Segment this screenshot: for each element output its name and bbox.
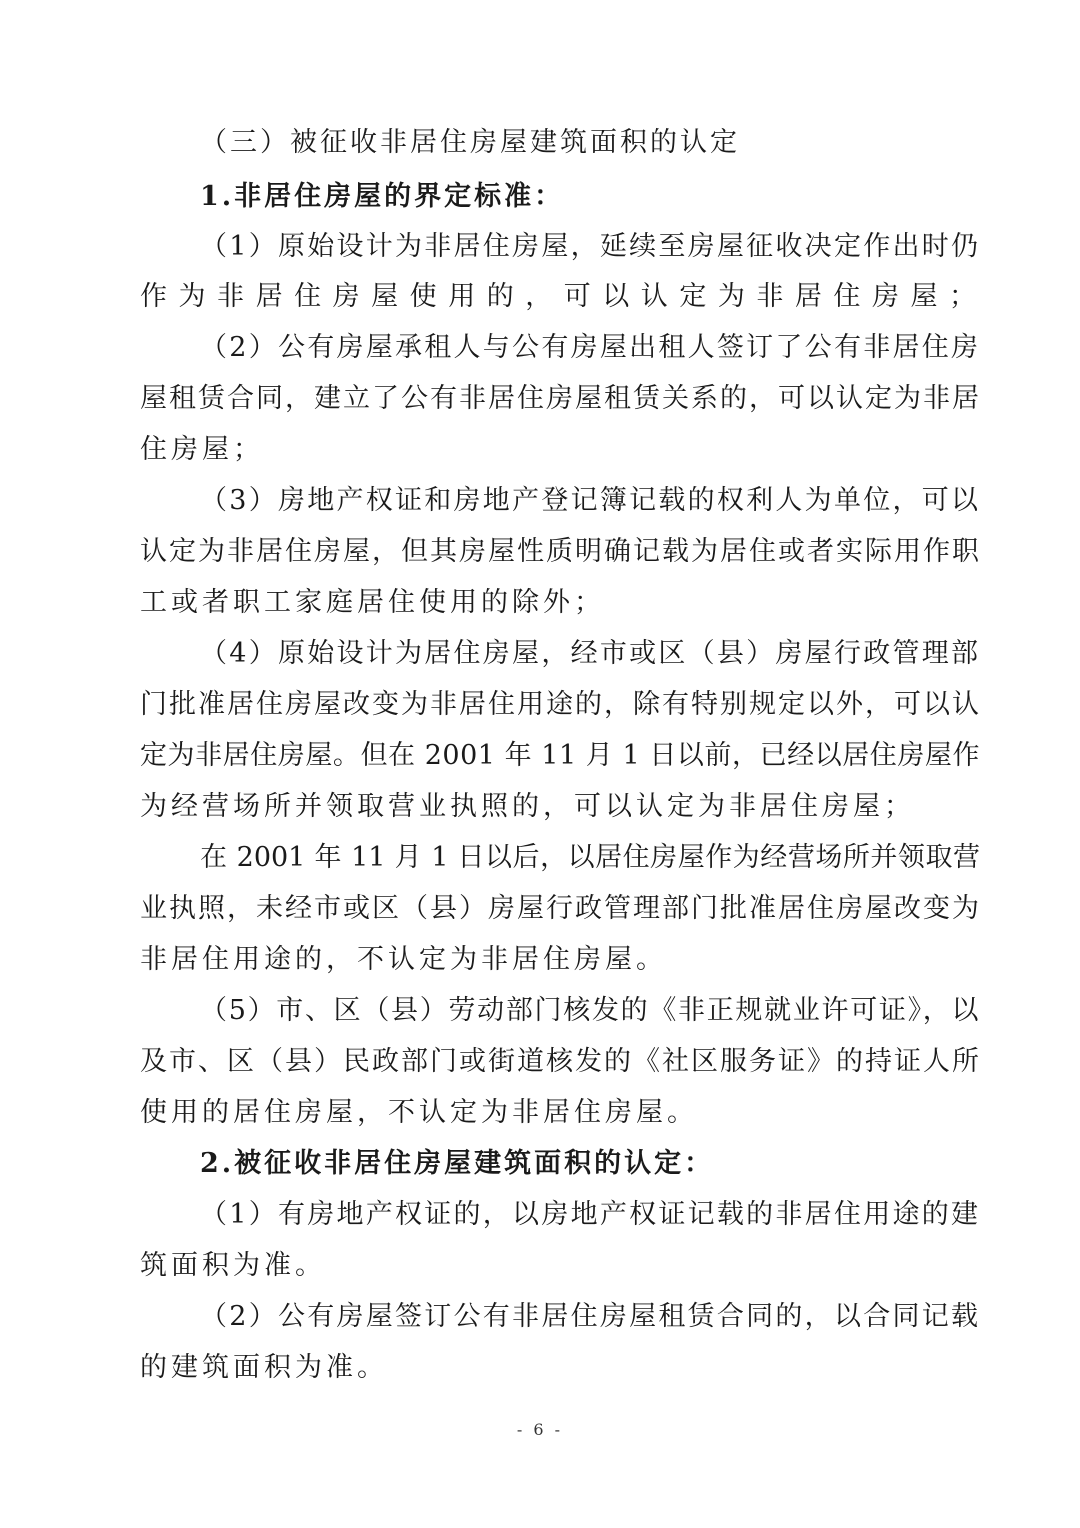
part1-title: 1.非居住房屋的界定标准： (200, 181, 565, 212)
paragraph-line: 使用的居住房屋，不认定为非居住房屋。 (140, 1097, 698, 1128)
page-number: - 6 - (516, 1420, 564, 1439)
paragraph-line: （2）公有房屋签订公有非居住房屋租赁合同的，以合同记载 (200, 1301, 980, 1332)
paragraph-line: 认定为非居住房屋，但其房屋性质明确记载为居住或者实际用作职 (140, 536, 981, 567)
paragraph-line: 门批准居住房屋改变为非居住用途的，除有特别规定以外，可以认 (140, 689, 981, 720)
part2-title: 2.被征收非居住房屋建筑面积的认定： (200, 1148, 715, 1179)
paragraph-line: （3）房地产权证和房地产登记簿记载的权利人为单位，可以 (200, 485, 980, 516)
paragraph-line: （2）公有房屋承租人与公有房屋出租人签订了公有非居住房 (200, 332, 980, 363)
paragraph-line: 作为非居住房屋使用的，可以认定为非居住房屋； (140, 281, 980, 312)
paragraph-line: 定为非居住房屋。但在 2001 年 11 月 1 日以前，已经以居住房屋作 (140, 740, 980, 771)
paragraph-line: 屋租赁合同，建立了公有非居住房屋租赁关系的，可以认定为非居 (140, 383, 981, 414)
paragraph-line: （4）原始设计为居住房屋，经市或区（县）房屋行政管理部 (200, 638, 980, 669)
paragraph-line: 住房屋； (140, 434, 264, 465)
paragraph-line: 的建筑面积为准。 (140, 1352, 388, 1383)
paragraph-line: 非居住用途的，不认定为非居住房屋。 (140, 944, 667, 975)
paragraph-line: 为经营场所并领取营业执照的，可以认定为非居住房屋； (140, 791, 915, 822)
section-heading: （三）被征收非居住房屋建筑面积的认定 (200, 127, 740, 158)
paragraph-line: 筑面积为准。 (140, 1250, 326, 1281)
paragraph-line: 及市、区（县）民政部门或街道核发的《社区服务证》的持证人所 (140, 1046, 981, 1077)
paragraph-line: （5）市、区（县）劳动部门核发的《非正规就业许可证》，以 (200, 995, 980, 1026)
paragraph-line: （1）原始设计为非居住房屋，延续至房屋征收决定作出时仍 (200, 231, 980, 262)
paragraph-line: （1）有房地产权证的，以房地产权证记载的非居住用途的建 (200, 1199, 980, 1230)
paragraph-line: 在 2001 年 11 月 1 日以后，以居住房屋作为经营场所并领取营 (200, 842, 980, 873)
paragraph-line: 工或者职工家庭居住使用的除外； (140, 587, 605, 618)
paragraph-line: 业执照，未经市或区（县）房屋行政管理部门批准居住房屋改变为 (140, 893, 981, 924)
